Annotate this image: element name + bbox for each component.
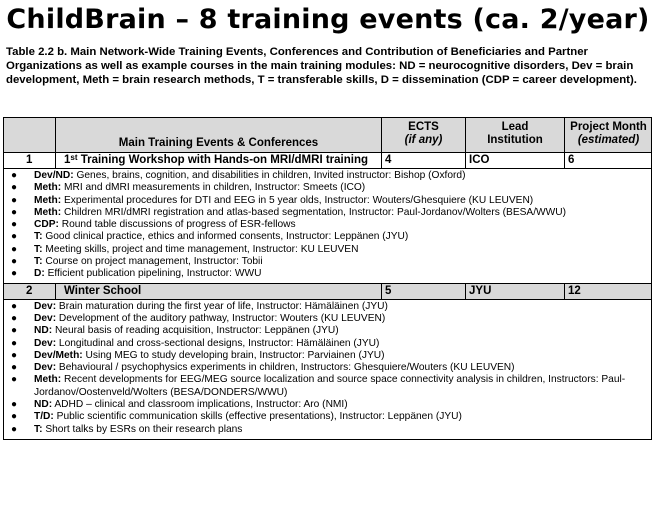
header-month: Project Month (estimated) bbox=[570, 121, 647, 146]
list-item: ● T: Short talks by ESRs on their research plans bbox=[11, 423, 243, 435]
event-ects: 4 bbox=[385, 154, 392, 166]
list-item: ● Meth: MRI and dMRI measurements in children, Instructor: Smeets (ICO) bbox=[11, 182, 366, 194]
training-events-table bbox=[3, 117, 652, 440]
list-item: ● Dev: Development of the auditory pathway, Instructor: Wouters (KU LEUVEN) bbox=[11, 312, 386, 324]
list-item: ● Dev/Meth: Using MEG to study developing brain, Instructor: Parviainen (JYU) bbox=[11, 349, 385, 361]
list-item: ● Dev/ND: Genes, brains, cognition, and disabilities in children, Invited instructor: Bishop (Oxford) bbox=[11, 170, 466, 181]
event-name: Winter School bbox=[64, 284, 142, 297]
event-number: 1 bbox=[26, 154, 33, 166]
list-item: ● D: Efficient publication pipelining, Instructor: WWU bbox=[11, 268, 262, 280]
event-name: 1st Training Workshop with Hands-on MRI/dMRI training bbox=[64, 153, 369, 166]
list-item: ● T/D: Public scientific communication skills (effective presentations), Instructor: Leppänen (JYU) bbox=[11, 411, 462, 423]
list-item: ● Meth: Experimental procedures for DTI and EEG in 5 year olds, Instructor: Wouters/Ghesquiere (KU LEUVEN) bbox=[11, 194, 534, 206]
table-header bbox=[4, 118, 651, 153]
list-item: ● Meth: Children MRI/dMRI registration and atlas-based segmentation, Instructor: Paul-Jordanov/Wolters (BESA/WWU) bbox=[11, 206, 567, 218]
list-item: ● ND: Neural basis of reading acquisition, Instructor: Leppänen (JYU) bbox=[11, 325, 339, 337]
list-item: ● CDP: Round table discussions of progress of ESR-fellows bbox=[11, 219, 296, 231]
event-ects: 5 bbox=[385, 284, 392, 297]
list-item: ● T: Meeting skills, project and time management, Instructor: KU LEUVEN bbox=[11, 243, 359, 255]
event-lead: ICO bbox=[469, 154, 490, 166]
header-events: Main Training Events & Conferences bbox=[118, 137, 319, 149]
header-lead: Lead Institution bbox=[487, 121, 543, 146]
table-caption bbox=[6, 45, 652, 87]
page-title: ChildBrain – 8 training events (ca. 2/year) bbox=[6, 4, 650, 35]
event-number: 2 bbox=[26, 284, 33, 297]
event-1-items bbox=[4, 169, 651, 283]
list-item: ● Meth: Recent developments for EEG/MEG source localization and source space connectivity analysis in children, Instructors: Paul-Jordanov/Oostenveld/Wolters (BESA/DONDERS/WWU) bbox=[11, 374, 626, 398]
list-item: ● Dev: Behavioural / psychophysics experiments in children, Instructors: Ghesquiere/Wouters (KU LEUVEN) bbox=[11, 362, 515, 374]
caption-line-1: Table 2.2 b. Main Network-Wide Training Events, Conferences and Contribution of Beneficiaries and Partner bbox=[6, 46, 588, 58]
list-item: ● T: Course on project management, Instructor: Tobii bbox=[11, 256, 263, 268]
caption-line-2: Organizations as well as example courses in the main training modules: ND = neurocognitive disorders, Dev = brain bbox=[6, 60, 634, 72]
event-row-1 bbox=[4, 153, 651, 169]
header-ects: ECTS (if any) bbox=[404, 121, 443, 146]
caption-line-3: development, Meth = brain research methods, T = transferable skills, D = dissemination (CDP = career development). bbox=[6, 74, 637, 86]
event-lead: JYU bbox=[469, 284, 492, 297]
list-item: ● ND: ADHD – clinical and classroom implications, Instructor: Aro (NMI) bbox=[11, 399, 348, 411]
event-2-items bbox=[4, 300, 651, 439]
list-item: ● Dev: Brain maturation during the first year of life, Instructor: Hämäläinen (JYU) bbox=[11, 300, 388, 312]
event-row-2 bbox=[4, 283, 651, 300]
list-item: ● T: Good clinical practice, ethics and informed consents, Instructor: Leppänen (JYU) bbox=[11, 231, 409, 243]
list-item: ● Dev: Longitudinal and cross-sectional designs, Instructor: Hämäläinen (JYU) bbox=[11, 337, 380, 349]
event-month: 12 bbox=[568, 284, 581, 297]
event-month: 6 bbox=[568, 154, 575, 166]
